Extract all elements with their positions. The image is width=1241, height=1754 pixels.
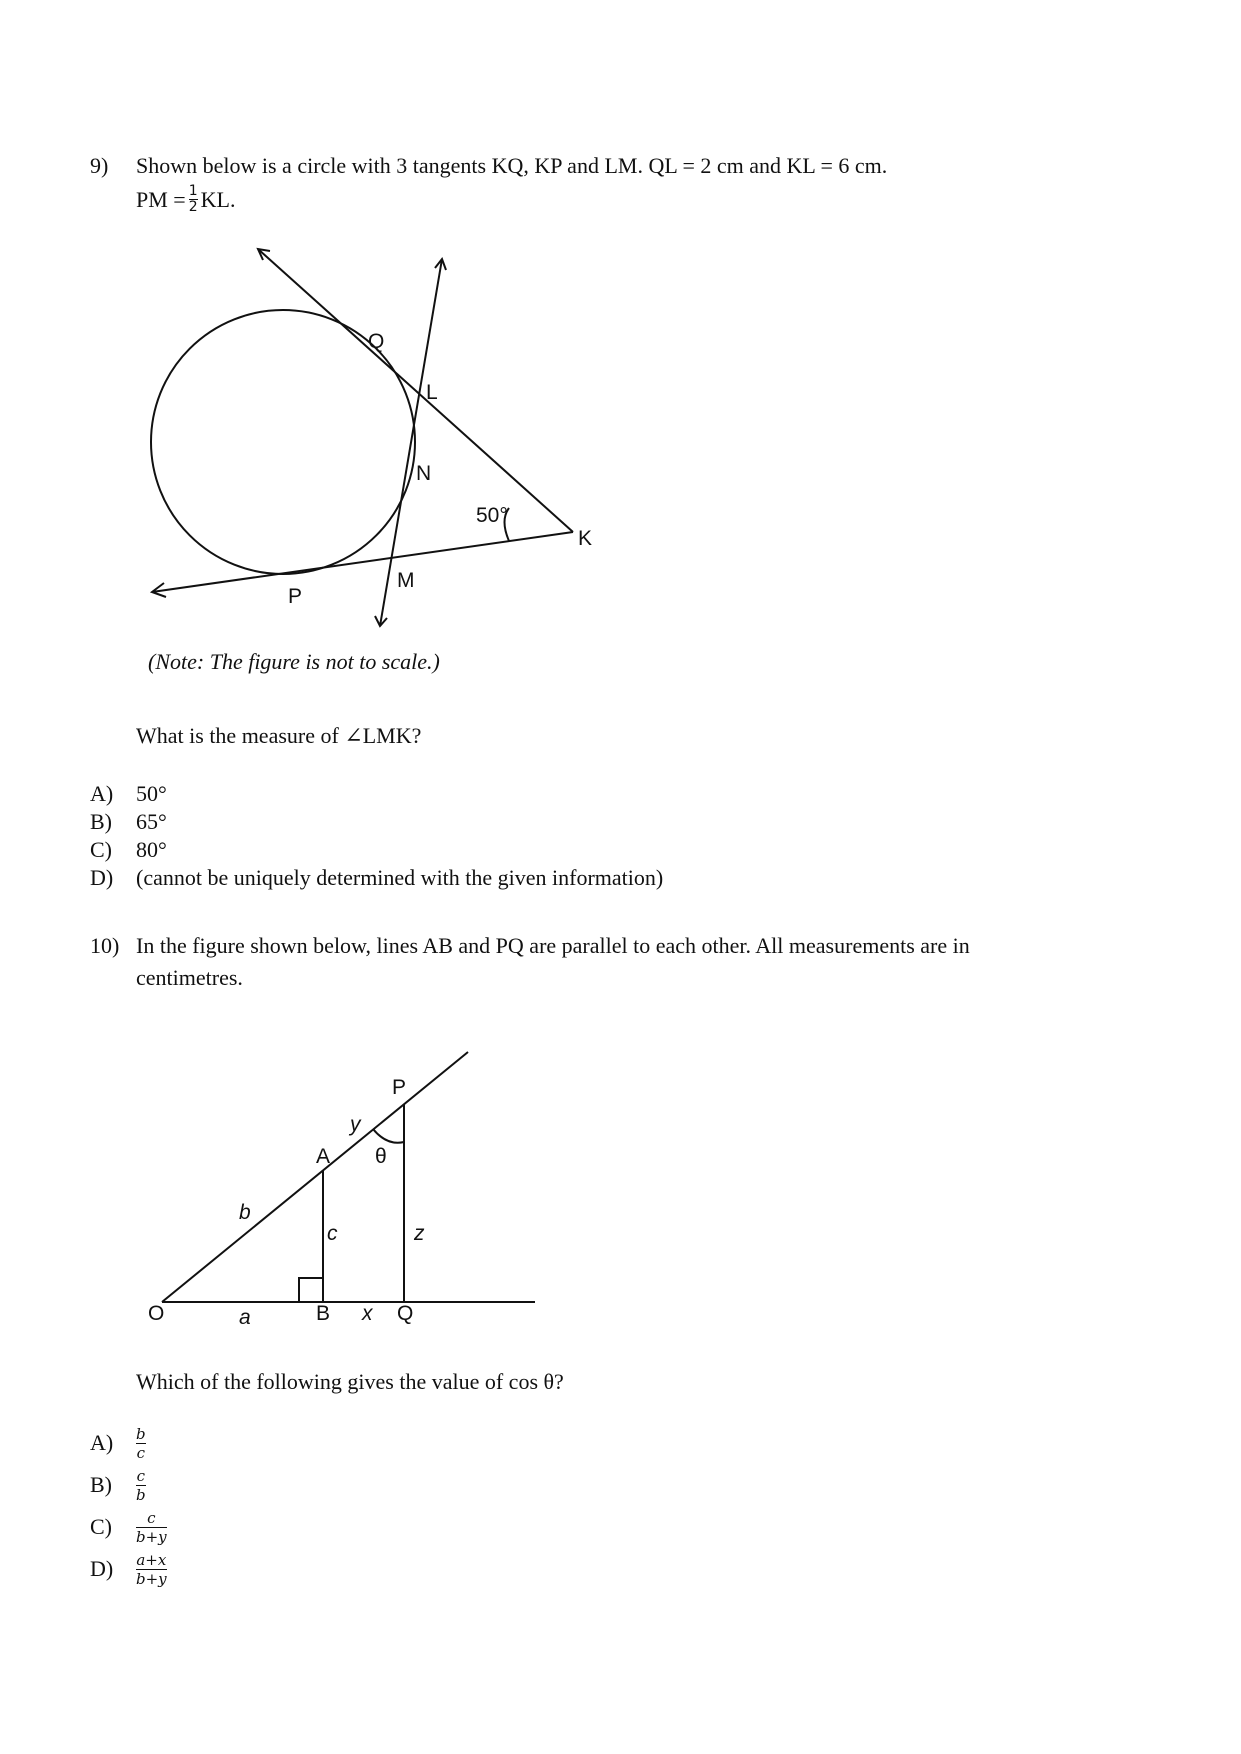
label-theta: θ (375, 1145, 387, 1168)
right-angle-marker (299, 1278, 323, 1302)
option-letter: A) (90, 781, 114, 806)
label-N: N (416, 462, 432, 485)
option-letter: A) (90, 1430, 114, 1455)
q10-option-d[interactable] (90, 1548, 167, 1590)
q9-kl-suffix: KL. (200, 187, 236, 212)
q9-number: 9) (90, 153, 109, 178)
option-text: (cannot be uniquely determined with the given information) (136, 865, 664, 890)
q10-option-b[interactable] (90, 1464, 167, 1506)
label-Q2: Q (397, 1302, 414, 1325)
q9-option-d[interactable] (90, 864, 663, 892)
option-fraction (136, 1426, 146, 1461)
option-letter: B) (90, 1472, 112, 1497)
option-fraction (136, 1552, 167, 1587)
label-c: c (327, 1222, 338, 1245)
q9-option-a[interactable] (90, 780, 663, 808)
label-a: a (239, 1306, 251, 1329)
q10-statement-line1: In the figure shown below, lines AB and PQ are parallel to each other. All measurements are in (136, 933, 970, 958)
label-B: B (316, 1302, 331, 1325)
fraction-denominator: b+y (136, 1527, 167, 1546)
q10-option-c[interactable] (90, 1506, 167, 1548)
q9-frac-num: 1 (188, 183, 198, 200)
label-L: L (426, 381, 438, 404)
label-A: A (316, 1145, 331, 1168)
fraction-numerator: c (136, 1466, 145, 1485)
figure-note: (Note: The figure is not to scale.) (148, 649, 440, 674)
label-M: M (397, 569, 415, 592)
label-P: P (288, 585, 303, 608)
q10-options (90, 1422, 167, 1590)
label-z: z (414, 1222, 425, 1245)
q10-number: 10) (90, 933, 120, 958)
option-letter: C) (90, 1514, 112, 1539)
label-Q: Q (368, 330, 385, 353)
q9-question: What is the measure of ∠LMK? (136, 723, 422, 748)
option-letter: B) (90, 809, 112, 834)
theta-arc (373, 1129, 404, 1143)
label-x: x (362, 1302, 373, 1325)
label-K: K (578, 527, 593, 550)
label-angle-50: 50° (476, 504, 508, 527)
option-text: 50° (136, 781, 167, 806)
label-y: y (350, 1113, 361, 1136)
option-text: 80° (136, 837, 167, 862)
q9-option-c[interactable] (90, 836, 663, 864)
label-P2: P (392, 1076, 407, 1099)
tangent-kp-line (152, 532, 573, 592)
option-fraction (136, 1510, 167, 1545)
tangent-kq-line (258, 249, 573, 532)
option-fraction (136, 1468, 146, 1503)
q10-question: Which of the following gives the value of cos θ? (136, 1369, 564, 1394)
q9-option-b[interactable] (90, 808, 663, 836)
fraction-denominator: b (136, 1485, 146, 1504)
q9-frac-den: 2 (188, 199, 198, 216)
option-text: 65° (136, 809, 167, 834)
q9-statement-line1: Shown below is a circle with 3 tangents KQ, KP and LM. QL = 2 cm and KL = 6 cm. (136, 153, 888, 178)
fraction-numerator: c (147, 1508, 156, 1527)
option-letter: C) (90, 837, 112, 862)
q9-options (90, 780, 663, 892)
option-letter: D) (90, 865, 114, 890)
fraction-denominator: c (136, 1443, 145, 1462)
q9-pm-prefix: PM = (136, 187, 186, 212)
q10-option-a[interactable] (90, 1422, 167, 1464)
fraction-denominator: b+y (136, 1569, 167, 1588)
q10-statement-line2: centimetres. (136, 965, 243, 990)
option-letter: D) (90, 1556, 114, 1581)
label-O: O (148, 1302, 165, 1325)
slant-line-op (162, 1052, 468, 1302)
label-b: b (239, 1201, 251, 1224)
fraction-numerator: a+x (136, 1550, 167, 1569)
fraction-numerator: b (136, 1424, 146, 1443)
